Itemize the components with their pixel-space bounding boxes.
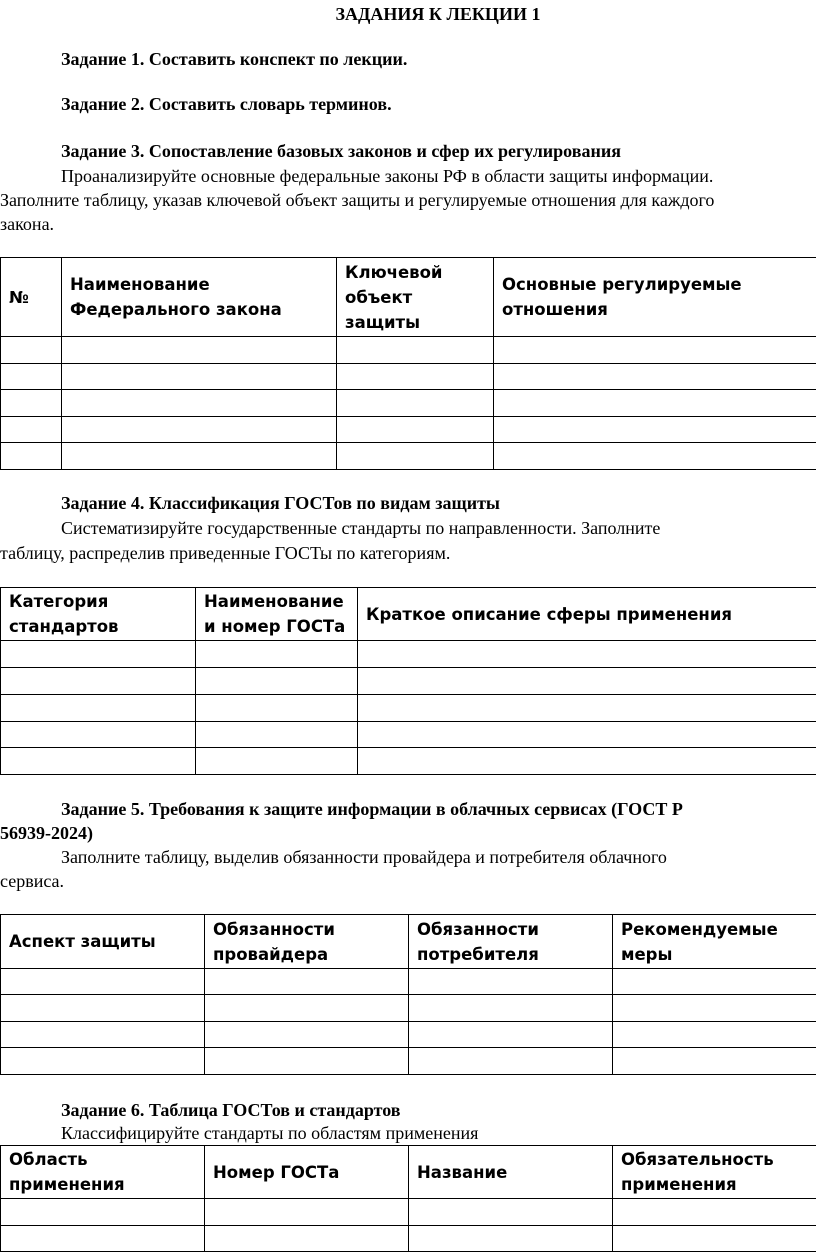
table-cell[interactable]: [1, 969, 205, 995]
task3-table: [0, 257, 816, 470]
table-cell[interactable]: [196, 748, 358, 775]
header-cell-mandatory: Обязательность применения: [613, 1146, 816, 1199]
table-cell[interactable]: [1, 417, 62, 443]
task3-text-line2: Заполните таблицу, указав ключевой объект защиты и регулируемые отношения для каждого: [0, 190, 715, 210]
header-cell-title: Название: [409, 1146, 613, 1199]
header-cell-category: Категория стандартов: [1, 588, 196, 641]
header-cell-consumer-duties: Обязанности потребителя: [409, 915, 613, 969]
table-row: [1, 995, 816, 1022]
header-cell-description: Краткое описание сферы применения: [358, 588, 816, 641]
task4-table: [0, 587, 816, 775]
task6-heading: Задание 6. Таблица ГОСТов и стандартов: [61, 1100, 401, 1120]
table-header-row: [1, 1146, 816, 1199]
task2-heading: Задание 2. Составить словарь терминов.: [61, 94, 392, 114]
table-cell[interactable]: [613, 969, 816, 995]
header-cell-provider-duties: Обязанности провайдера: [205, 915, 409, 969]
table-cell[interactable]: [1, 1226, 205, 1252]
table-cell[interactable]: [205, 1199, 409, 1226]
table-cell[interactable]: [1, 1048, 205, 1075]
header-cell-measures: Рекомендуемые меры: [613, 915, 816, 969]
header-cell-relations: Основные регулируемые отношения: [494, 258, 816, 337]
table-row: [1, 748, 816, 775]
table-cell[interactable]: [358, 748, 816, 775]
table-row: [1, 722, 816, 748]
table-cell[interactable]: [358, 668, 816, 695]
task3-text-line3: закона.: [0, 214, 55, 234]
table-cell[interactable]: [205, 969, 409, 995]
table-cell[interactable]: [62, 364, 337, 390]
table-row: [1, 390, 816, 417]
table-cell[interactable]: [1, 668, 196, 695]
table-cell[interactable]: [409, 969, 613, 995]
table-cell[interactable]: [205, 995, 409, 1022]
table-cell[interactable]: [613, 1048, 816, 1075]
table-cell[interactable]: [1, 748, 196, 775]
table-cell[interactable]: [1, 722, 196, 748]
table-cell[interactable]: [1, 443, 62, 470]
table-cell[interactable]: [1, 390, 62, 417]
table-row: [1, 1199, 816, 1226]
task5-heading-line1: Задание 5. Требования к защите информации в облачных сервисах (ГОСТ Р: [61, 799, 683, 819]
header-cell-number: №: [1, 258, 62, 337]
table-cell[interactable]: [613, 1226, 816, 1252]
task6-text-line1: Классифицируйте стандарты по областям применения: [61, 1123, 479, 1143]
table-cell[interactable]: [613, 995, 816, 1022]
table-row: [1, 443, 816, 470]
table-cell[interactable]: [358, 641, 816, 668]
table-cell[interactable]: [337, 417, 494, 443]
table-row: [1, 668, 816, 695]
table-cell[interactable]: [494, 390, 816, 417]
task1-heading: Задание 1. Составить конспект по лекции.: [61, 49, 408, 69]
table-cell[interactable]: [196, 668, 358, 695]
table-cell[interactable]: [337, 390, 494, 417]
table-cell[interactable]: [358, 695, 816, 722]
table-cell[interactable]: [409, 1022, 613, 1048]
table-cell[interactable]: [494, 443, 816, 470]
table-row: [1, 364, 816, 390]
table-cell[interactable]: [1, 1022, 205, 1048]
table-cell[interactable]: [62, 390, 337, 417]
table-cell[interactable]: [205, 1048, 409, 1075]
table-header-row: [1, 258, 816, 337]
header-cell-law-name: Наименование Федерального закона: [62, 258, 337, 337]
table-header-row: [1, 915, 816, 969]
header-cell-area: Область применения: [1, 1146, 205, 1199]
table-cell[interactable]: [196, 695, 358, 722]
table-cell[interactable]: [494, 337, 816, 364]
table-cell[interactable]: [337, 364, 494, 390]
table-row: [1, 1226, 816, 1252]
table-cell[interactable]: [494, 417, 816, 443]
table-cell[interactable]: [1, 641, 196, 668]
table-row: [1, 417, 816, 443]
task4-text-line2: таблицу, распределив приведенные ГОСТы по категориям.: [0, 543, 451, 563]
page-title: ЗАДАНИЯ К ЛЕКЦИИ 1: [335, 4, 541, 24]
table-cell[interactable]: [337, 337, 494, 364]
table-cell[interactable]: [1, 337, 62, 364]
table-cell[interactable]: [613, 1022, 816, 1048]
table-cell[interactable]: [1, 995, 205, 1022]
table-cell[interactable]: [62, 337, 337, 364]
header-cell-aspect: Аспект защиты: [1, 915, 205, 969]
table-cell[interactable]: [409, 995, 613, 1022]
table-cell[interactable]: [62, 443, 337, 470]
table-header-row: [1, 588, 816, 641]
task5-text-line2: сервиса.: [0, 871, 65, 891]
table-cell[interactable]: [1, 364, 62, 390]
table-cell[interactable]: [409, 1048, 613, 1075]
table-cell[interactable]: [337, 443, 494, 470]
header-cell-key-object: Ключевой объект защиты: [337, 258, 494, 337]
task5-heading-line2: 56939-2024): [0, 823, 93, 843]
table-cell[interactable]: [494, 364, 816, 390]
table-row: [1, 337, 816, 364]
task3-text-line1: Проанализируйте основные федеральные законы РФ в области защиты информации.: [61, 166, 714, 186]
table-row: [1, 1048, 816, 1075]
task4-heading: Задание 4. Классификация ГОСТов по видам защиты: [61, 493, 500, 513]
table-cell[interactable]: [1, 1199, 205, 1226]
task3-heading: Задание 3. Сопоставление базовых законов и сфер их регулирования: [61, 141, 621, 161]
table-cell[interactable]: [62, 417, 337, 443]
table-row: [1, 1022, 816, 1048]
table-cell[interactable]: [196, 641, 358, 668]
table-cell[interactable]: [409, 1199, 613, 1226]
task4-text-line1: Систематизируйте государственные стандарты по направленности. Заполните: [61, 518, 661, 538]
header-cell-gost-number: Номер ГОСТа: [205, 1146, 409, 1199]
table-cell[interactable]: [205, 1226, 409, 1252]
task6-table: [0, 1145, 816, 1252]
table-cell[interactable]: [1, 695, 196, 722]
table-cell[interactable]: [613, 1199, 816, 1226]
header-cell-gost-name: Наименование и номер ГОСТа: [196, 588, 358, 641]
table-row: [1, 641, 816, 668]
task5-table: [0, 914, 816, 1075]
table-cell[interactable]: [205, 1022, 409, 1048]
table-cell[interactable]: [409, 1226, 613, 1252]
task5-text-line1: Заполните таблицу, выделив обязанности провайдера и потребителя облачного: [61, 847, 667, 867]
table-row: [1, 969, 816, 995]
table-cell[interactable]: [196, 722, 358, 748]
table-row: [1, 695, 816, 722]
table-cell[interactable]: [358, 722, 816, 748]
